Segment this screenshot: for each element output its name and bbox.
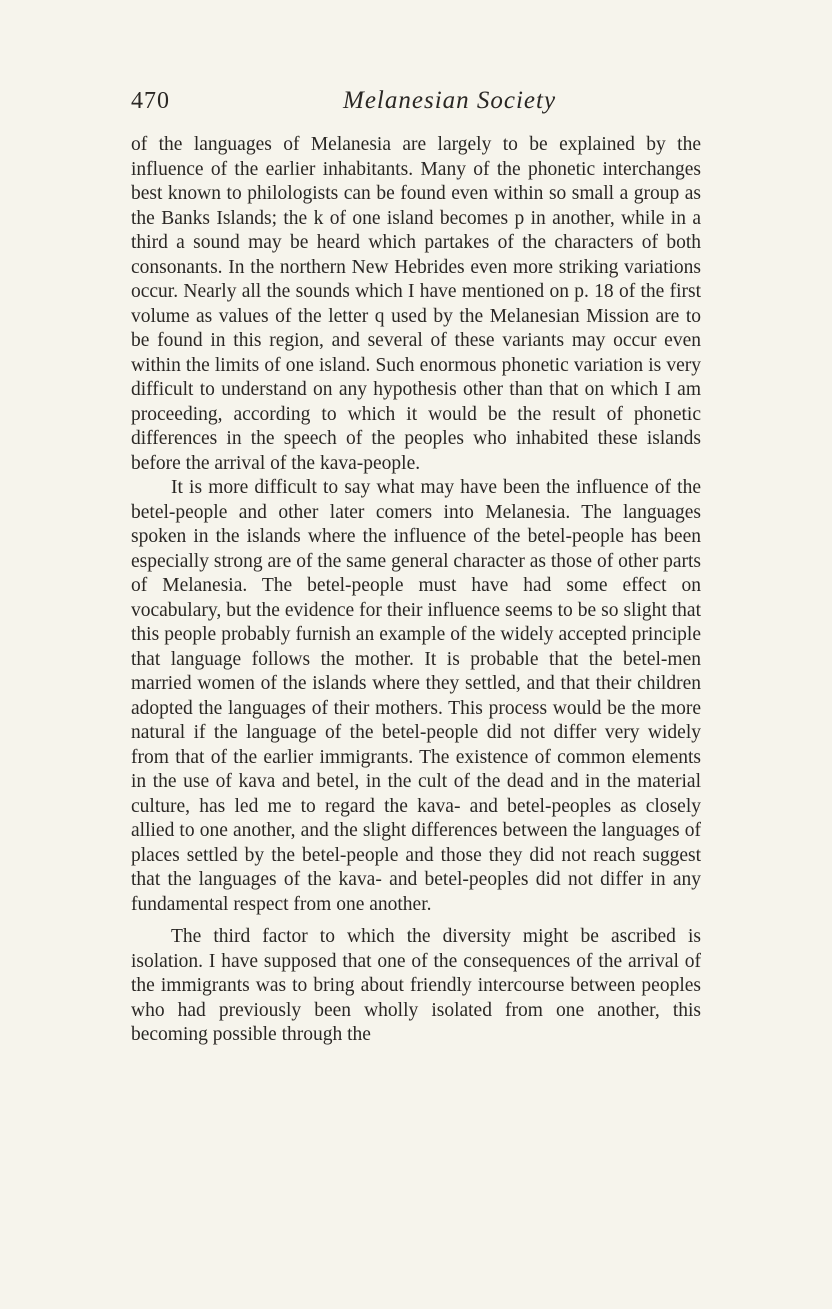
running-title: Melanesian Society [343,87,557,114]
body-text [131,133,701,1048]
paragraph-gap [131,917,701,925]
running-head [131,84,701,118]
page-number: 470 [131,88,170,114]
paragraph-isolation: The third factor to which the diversity might be ascribed is isolation. I have supposed that one of the consequences of the arrival of the immigrants was to bring about friendly intercourse between peoples who had previously been wholly isolated from one another, this becoming possible through the [131,926,701,1045]
paragraph-continued: of the languages of Melanesia are largely to be explained by the influence of the earlier inhabitants. Many of the phonetic interchanges best known to philologists can be found even within so small a group as the Banks Islands; the k of one island becomes p in another, while in a third a sound may be heard which partakes of the characters of both consonants. In the northern New Hebrides even more striking variations occur. Nearly all the sounds which I have mentioned on p. 18 of the first volume as values of the letter q used by the Melanesian Mission are to be found in this region, and several of these variants may occur even within the limits of one island. Such enormous phonetic variation is very difficult to understand on any hypothesis other than that on which I am proceeding, according to which it would be the result of phonetic differences in the speech of the peoples who inhabited these islands before the arrival of the kava-people. [131,134,701,474]
paragraph-betel-people: It is more difficult to say what may have been the influence of the betel-people and other later comers into Melanesia. The languages spoken in the islands where the influence of the betel-people has been especially strong are of the same general character as those of other parts of Melanesia. The betel-people must have had some effect on vocabulary, but the evidence for their influence seems to be so slight that this people probably furnish an example of the widely accepted principle that language follows the mother. It is probable that the betel-men married women of the islands where they settled, and that their children adopted the languages of their mothers. This process would be the more natural if the language of the betel-people did not differ very widely from that of the earlier immigrants. The existence of common elements in the use of kava and betel, in the cult of the dead and in the material culture, has led me to regard the kava- and betel-peoples as closely allied to one another, and the slight differences between the languages of places settled by the betel-people and those they did not reach suggest that the languages of the kava- and betel-peoples did not differ in any fundamental respect from one another. [131,477,701,915]
